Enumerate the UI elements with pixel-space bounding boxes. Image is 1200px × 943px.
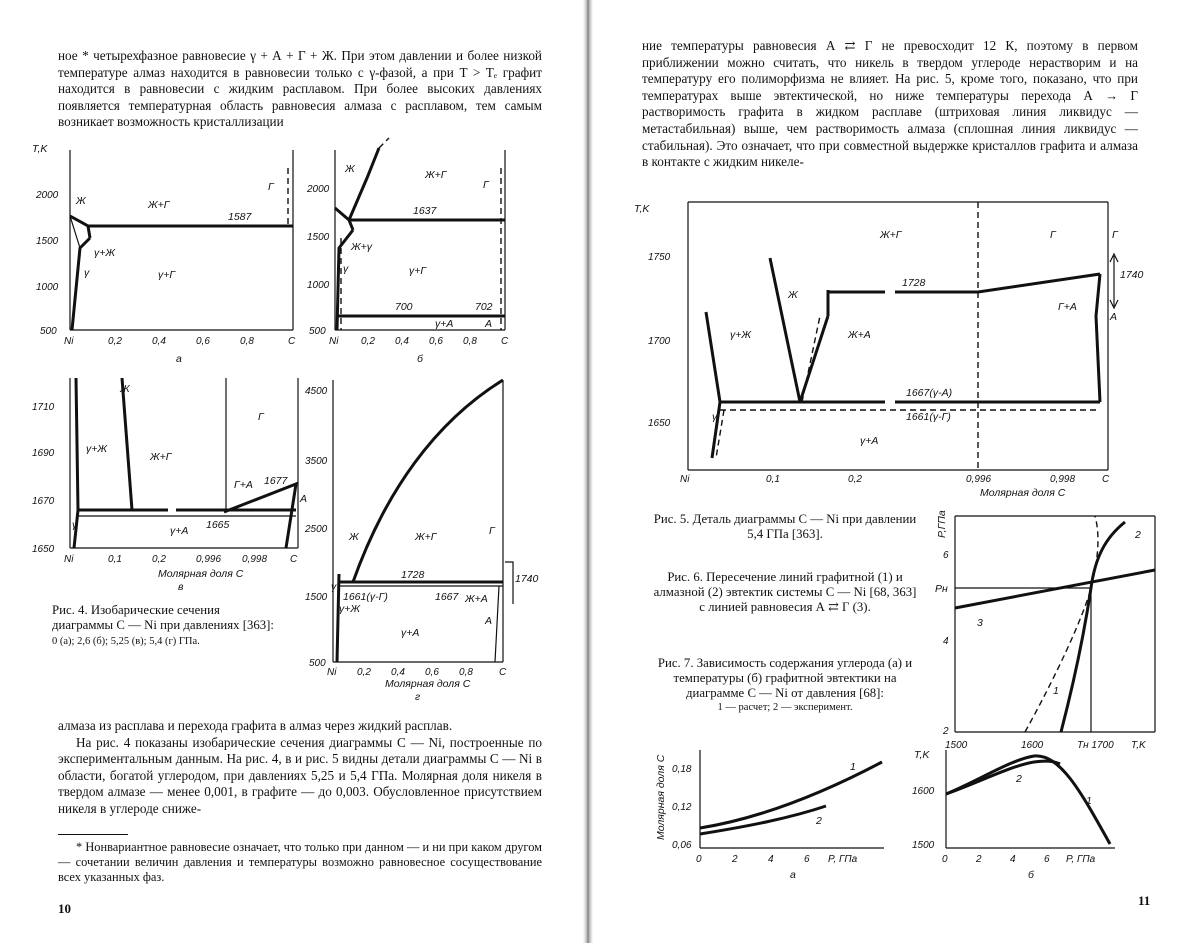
fig4b-label: γ — [343, 263, 349, 275]
fig5-label: Г — [1050, 229, 1056, 241]
fig4v-label: γ+А — [170, 525, 189, 537]
fig6-ytick: 2 — [943, 726, 949, 737]
fig4a-label: Ж — [76, 195, 86, 207]
left-top-text: ное * четырехфазное равновесие γ + А + Г + Ж. При этом давлении и более низкой температуре алмаз находится в равновесии только с γ-фазой, а при T > Tₑ графит находится в равновесии с жидким расплавом. При более высоких давлениях появляется температурная область равновесия алмаза с расплавом, тем самым возникает возможность кристаллизации — [58, 48, 542, 130]
fig4b-ytick: 1000 — [307, 280, 330, 291]
fig4g-xtick: 0,4 — [391, 667, 405, 678]
figure-4g — [305, 372, 555, 702]
fig6-xtick: 1600 — [1021, 740, 1044, 751]
fig6-pn: Pн — [935, 583, 948, 595]
fig4a-label: 1587 — [228, 211, 252, 223]
fig4g-ytick: 1500 — [305, 592, 328, 603]
fig4v-xtick: C — [290, 554, 298, 565]
fig4g-xtick: 0,6 — [425, 667, 439, 678]
fig5-label: Г+А — [1058, 301, 1077, 313]
fig4g-xtick: 0,8 — [459, 667, 473, 678]
fig4a-label: γ — [84, 267, 90, 279]
fig4v-label: Г — [258, 411, 264, 423]
fig4v-xtick: 0,998 — [242, 554, 268, 565]
fig6-ytick: 6 — [943, 550, 949, 561]
fig6-ylabel: P,ГПа — [936, 510, 948, 538]
fig4a-xtick: Ni — [64, 336, 74, 347]
fig7a-curve-label: 1 — [850, 761, 856, 773]
fig4v-label: γ — [72, 519, 78, 531]
fig7a-curve-2 — [700, 806, 826, 834]
fig4g-label: γ — [331, 581, 337, 593]
figure-5 — [630, 198, 1150, 503]
fig5-label: Г — [1112, 229, 1118, 241]
fig5-label: γ — [712, 411, 718, 423]
fig7b-ylabel: T,K — [914, 749, 930, 761]
fig5-label: Ж+А — [848, 329, 871, 341]
fig4a-xtick: 0,6 — [196, 336, 210, 347]
fig5-1728-right — [895, 274, 1100, 292]
fig5-ytick: 1700 — [648, 336, 671, 347]
left-para2: На рис. 4 показаны изобарические сечения диаграммы C — Ni, построенные по экспериментальным данным. На рис. 4, в и рис. 5 видны детали диаграммы C — Ni в области, богатой углеродом, при давлениях 5,25 и 5,4 ГПа. Молярная доля никеля в твердом алмазе — менее 0,001, в графите — до 0,003. Обусловленное присутствием никеля в углероде сниже- — [58, 734, 542, 816]
footnote-text: * Нонвариантное равновесие означает, что только при данном — и ни при каком другом — сочетании величин давления и температуры возможно равновесное сосуществование всех указанных фаз. — [58, 840, 542, 884]
fig4g-xtick: 0,2 — [357, 667, 371, 678]
fig4a-xtick: 0,2 — [108, 336, 122, 347]
fig4a-xtick: C — [288, 336, 296, 347]
fig6-line-2 — [1025, 516, 1098, 732]
fig4g-label: Ж+А — [465, 593, 488, 605]
fig4v-ytick: 1670 — [32, 496, 55, 507]
fig4b-label: А — [485, 318, 493, 330]
fig5-label: γ+А — [860, 435, 879, 447]
left-para1: алмаза из расплава и перехода графита в алмаз через жидкий расплав. — [58, 718, 453, 733]
fig4a-label: γ+Ж — [94, 247, 116, 259]
fig5-label: Ж — [788, 289, 798, 301]
fig7b-xtick: 2 — [976, 854, 982, 865]
fig4a-label: Ж+Г — [148, 199, 170, 211]
fig4a-ylabel: T,K — [32, 143, 48, 155]
fig4a-ytick: 500 — [40, 326, 57, 337]
fig4-caption-text: Рис. 4. Изобарические сечения диаграммы C — Ni при давлениях [363]: — [52, 603, 274, 632]
fig4b-xtick: 0,2 — [361, 336, 375, 347]
fig4g-ytick: 500 — [309, 658, 326, 669]
fig4b-label: γ+Г — [409, 265, 427, 277]
fig4v-liquidus-right — [122, 378, 132, 510]
fig6-line-3 — [955, 570, 1155, 608]
figure-7a — [650, 740, 895, 890]
fig5-ytick: 1750 — [648, 252, 671, 263]
fig4a-ytick: 1000 — [36, 282, 59, 293]
fig7-caption-note: 1 — расчет; 2 — эксперимент. — [717, 702, 853, 713]
fig4a-sublabel: а — [176, 353, 182, 365]
fig4g-label: γ+А — [401, 627, 420, 639]
fig7b-xtick: 0 — [942, 854, 948, 865]
fig5-label: 1728 — [902, 277, 926, 289]
figure-7b — [910, 740, 1125, 890]
fig4v-label: 1665 — [206, 519, 230, 531]
fig4a-ytick: 1500 — [36, 236, 59, 247]
fig4v-label: 1677 — [264, 475, 288, 487]
fig4b-xtick: 0,4 — [395, 336, 409, 347]
fig4b-label: Ж+Г — [425, 169, 447, 181]
figure-4a — [28, 138, 308, 373]
fig4v-label: Ж — [120, 383, 130, 395]
fig4b-label: Ж — [345, 163, 355, 175]
fig4b-xtick: Ni — [329, 336, 339, 347]
page-number-right: 11 — [1138, 893, 1151, 908]
fig6-curve-label: 3 — [977, 617, 983, 629]
fig4v-ytick: 1710 — [32, 402, 55, 413]
fig4b-label: 702 — [475, 301, 493, 313]
fig4g-ytick: 3500 — [305, 456, 328, 467]
footnote-rule — [58, 834, 128, 835]
fig4-caption — [52, 603, 284, 648]
fig7a-xtick: 6 — [804, 854, 810, 865]
fig5-liquidus-v — [706, 258, 800, 402]
fig4g-label: 1728 — [401, 569, 425, 581]
fig4g-liquidus — [353, 380, 503, 582]
fig4v-xlabel: Молярная доля C — [158, 568, 244, 580]
fig5-label: 1667(γ-А) — [906, 387, 953, 399]
fig6-caption: Рис. 6. Пересечение линий графитной (1) и алмазной (2) эвтектик системы C — Ni [68, 363] с линией равновесия А ⇄ Г (3). — [653, 570, 917, 614]
fig5-xtick: C — [1102, 474, 1110, 485]
fig4g-sublabel: г — [415, 691, 421, 703]
figure-4v — [28, 372, 313, 592]
fig6-curve-label: 1 — [1053, 685, 1059, 697]
fig5-xtick: 0,998 — [1050, 474, 1076, 485]
fig5-label: Ж+Г — [880, 229, 902, 241]
fig4-caption-note: 0 (а); 2,6 (б); 5,25 (в); 5,4 (г) ГПа. — [52, 636, 200, 647]
fig7a-ytick: 0,18 — [672, 764, 692, 775]
figure-6 — [925, 508, 1187, 758]
fig4g-label: γ+Ж — [339, 603, 361, 615]
fig4a-solvus — [72, 238, 90, 330]
fig4a-label: γ+Г — [158, 269, 176, 281]
fig7b-xtick: 4 — [1010, 854, 1016, 865]
fig4v-ytick: 1690 — [32, 448, 55, 459]
fig7a-ytick: 0,06 — [672, 840, 692, 851]
fig4g-xlabel: Молярная доля C — [385, 678, 471, 690]
fig4g-solvus — [337, 574, 339, 662]
fig5-ylabel: T,K — [634, 203, 650, 215]
fig7a-xtick: 0 — [696, 854, 702, 865]
fig5-xtick: 0,2 — [848, 474, 862, 485]
fig4b-label: 1637 — [413, 205, 437, 217]
fig4b-label: 700 — [395, 301, 413, 313]
fig4v-xtick: 0,1 — [108, 554, 122, 565]
right-top-paragraph — [642, 38, 1138, 171]
fig4a-xtick: 0,4 — [152, 336, 166, 347]
fig4v-xtick: Ni — [64, 554, 74, 565]
fig4b-label: Г — [483, 179, 489, 191]
fig7-caption — [650, 656, 920, 714]
page-number-left: 10 — [58, 901, 71, 916]
fig4g-label: Г — [489, 525, 495, 537]
fig4b-xtick: 0,6 — [429, 336, 443, 347]
fig4v-xtick: 0,2 — [152, 554, 166, 565]
fig4g-xtick: C — [499, 667, 507, 678]
fig6-xtick: T,K — [1131, 740, 1146, 751]
fig4g-ytick: 4500 — [305, 386, 328, 397]
fig4g-label: 1661(γ-Г) — [343, 591, 388, 603]
fig4b-ytick: 1500 — [307, 232, 330, 243]
fig5-label: 1740 — [1120, 269, 1144, 281]
fig4g-ytick: 2500 — [305, 524, 328, 535]
fig4v-ytick: 1650 — [32, 544, 55, 555]
fig7b-ytick: 1600 — [912, 786, 935, 797]
fig4v-label: Ж+Г — [150, 451, 172, 463]
fig4b-label: γ+А — [435, 318, 454, 330]
fig5-metastable-liquidus — [802, 316, 820, 402]
fig5-caption: Рис. 5. Деталь диаграммы C — Ni при давлении 5,4 ГПа [363]. — [653, 512, 917, 541]
fig4g-label: 1667 — [435, 591, 459, 603]
fig7a-xtick: 4 — [768, 854, 774, 865]
fig4g-label: Ж — [349, 531, 359, 543]
fig4v-label: А — [300, 493, 308, 505]
fig4v-sublabel: в — [178, 581, 184, 593]
fig4v-label: Г+А — [234, 479, 253, 491]
footnote — [58, 840, 542, 885]
fig4g-diamond-line — [495, 586, 499, 662]
fig5-xtick: Ni — [680, 474, 690, 485]
right-top-text: ние температуры равновесия А ⇄ Г не превосходит 12 К, поэтому в первом приближении можно считать, что никель в твердом углероде нерастворим и на температуру его полиморфизма не влияет. На рис. 5, кроме того, показано, что при температурах выше эвтектической, но ниже температуры перехода А → Г растворимость графита в жидком расплаве (штриховая линия ликвидус — метастабильная) выше, чем растворимость алмаза (сплошная линия ликвидус — стабильная). Это означает, что при совместной выдержке кристаллов графита и алмаза в контакте с жидким никеле- — [642, 38, 1138, 170]
fig7a-sublabel: а — [790, 869, 796, 881]
fig4g-xtick: Ni — [327, 667, 337, 678]
fig4b-label: Ж+γ — [351, 241, 373, 253]
fig4b-ytick: 2000 — [307, 184, 330, 195]
fig6-xtick: 1500 — [945, 740, 968, 751]
fig7b-ytick: 1500 — [912, 840, 935, 851]
fig6-curve-label: 2 — [1135, 529, 1141, 541]
fig5-label: γ+Ж — [730, 329, 752, 341]
fig5-xtick: 0,1 — [766, 474, 780, 485]
fig4b-liquidus-right — [349, 148, 379, 220]
fig4g-label: Ж+Г — [415, 531, 437, 543]
fig7b-xtick: 6 — [1044, 854, 1050, 865]
fig6-ytick: 4 — [943, 636, 949, 647]
fig7b-sublabel: б — [1028, 869, 1034, 881]
fig4b-xtick: C — [501, 336, 509, 347]
fig7a-curve-label: 2 — [816, 815, 822, 827]
fig6-xtick: Tн 1700 — [1077, 740, 1114, 751]
fig4g-1740-bracket — [505, 562, 513, 604]
fig7b-curve-label: 2 — [1016, 773, 1022, 785]
fig4b-sublabel: б — [417, 353, 423, 365]
fig6-line-1 — [1061, 522, 1125, 732]
fig7a-xtick: 2 — [732, 854, 738, 865]
fig7a-ylabel: Молярная доля C — [655, 754, 667, 840]
fig5-label: 1661(γ-Г) — [906, 411, 951, 423]
fig5-label: А — [1110, 311, 1118, 323]
fig4a-ytick: 2000 — [36, 190, 59, 201]
fig4v-xtick: 0,996 — [196, 554, 222, 565]
left-bottom-paragraph — [58, 718, 542, 818]
fig4b-liquidus-dashed — [379, 138, 389, 148]
fig5-diamond-line — [1096, 274, 1100, 402]
fig5-xlabel: Молярная доля C — [980, 487, 1066, 499]
fig7b-xtick: P, ГПа — [1066, 854, 1096, 865]
book-binding — [583, 0, 593, 943]
fig7-caption-text: Рис. 7. Зависимость содержания углерода (а) и температуры (б) графитной эвтектики на диаграмме C — Ni от давления [68]: — [657, 656, 913, 700]
fig4a-label: Г — [268, 181, 274, 193]
fig4g-label: 1740 — [515, 573, 539, 585]
fig4b-xtick: 0,8 — [463, 336, 477, 347]
fig5-xtick: 0,996 — [966, 474, 992, 485]
fig7a-xtick: P, ГПа — [828, 854, 858, 865]
fig4b-ytick: 500 — [309, 326, 326, 337]
fig5-ytick: 1650 — [648, 418, 671, 429]
fig7a-ytick: 0,12 — [672, 802, 692, 813]
fig7b-curve-label: 1 — [1086, 795, 1092, 807]
left-top-paragraph — [58, 48, 542, 131]
fig4a-xtick: 0,8 — [240, 336, 254, 347]
fig4v-label: γ+Ж — [86, 443, 108, 455]
figure-4b — [305, 138, 520, 373]
fig4g-label: А — [485, 615, 493, 627]
